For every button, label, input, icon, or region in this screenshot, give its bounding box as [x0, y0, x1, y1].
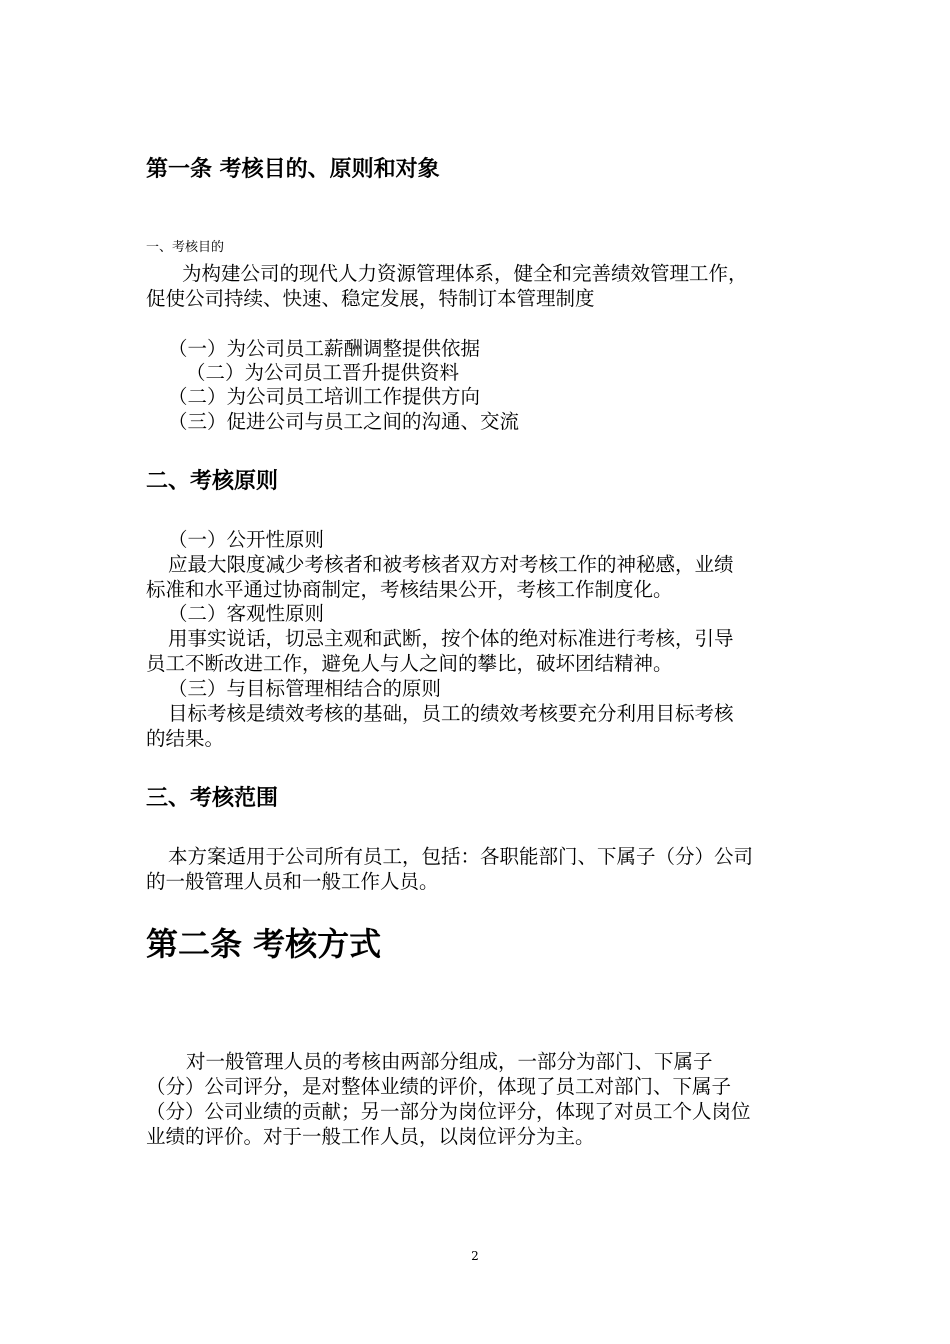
scope-line-2: 的一般管理人员和一般工作人员。 — [146, 870, 439, 893]
principle-3-line-1: 目标考核是绩效考核的基础，员工的绩效考核要充分利用目标考核 — [168, 702, 734, 725]
principle-1-title: （一）公开性原则 — [168, 528, 325, 551]
purpose-line-1: 为构建公司的现代人力资源管理体系，健全和完善绩效管理工作， — [182, 262, 748, 285]
page-number: 2 — [471, 1249, 479, 1263]
purpose-item-1: （一）为公司员工薪酬调整提供依据 — [168, 337, 481, 360]
principles-heading: 二、考核原则 — [146, 469, 279, 494]
scope-heading: 三、考核范围 — [146, 786, 279, 811]
scope-line-1: 本方案适用于公司所有员工，包括：各职能部门、下属子（分）公司 — [168, 845, 754, 868]
method-line-2: （分）公司评分，是对整体业绩的评价，体现了员工对部门、下属子 — [146, 1075, 732, 1098]
principle-3-line-2: 的结果。 — [146, 727, 225, 750]
principle-3-title: （三）与目标管理相结合的原则 — [168, 677, 442, 700]
principle-1-line-1: 应最大限度减少考核者和被考核者双方对考核工作的神秘感，业绩 — [168, 553, 734, 576]
section2-heading: 第二条 考核方式 — [146, 925, 382, 963]
method-line-4: 业绩的评价。对于一般工作人员，以岗位评分为主。 — [146, 1125, 595, 1148]
method-line-1: 对一般管理人员的考核由两部分组成，一部分为部门、下属子 — [186, 1050, 713, 1073]
purpose-line-2: 促使公司持续、快速、稳定发展，特制订本管理制度 — [146, 287, 595, 310]
principle-2-line-2: 员工不断改进工作，避免人与人之间的攀比，破坏团结精神。 — [146, 652, 673, 675]
purpose-item-3: （二）为公司员工培训工作提供方向 — [168, 385, 481, 408]
principle-2-line-1: 用事实说话，切忌主观和武断，按个体的绝对标准进行考核，引导 — [168, 627, 734, 650]
purpose-label: 一、考核目的 — [146, 240, 225, 255]
section1-heading: 第一条 考核目的、原则和对象 — [146, 157, 440, 182]
purpose-item-2: （二）为公司员工晋升提供资料 — [186, 361, 460, 384]
purpose-item-4: （三）促进公司与员工之间的沟通、交流 — [168, 410, 520, 433]
method-line-3: （分）公司业绩的贡献；另一部分为岗位评分，体现了对员工个人岗位 — [146, 1100, 751, 1123]
principle-2-title: （二）客观性原则 — [168, 602, 325, 625]
principle-1-line-2: 标准和水平通过协商制定，考核结果公开，考核工作制度化。 — [146, 578, 673, 601]
